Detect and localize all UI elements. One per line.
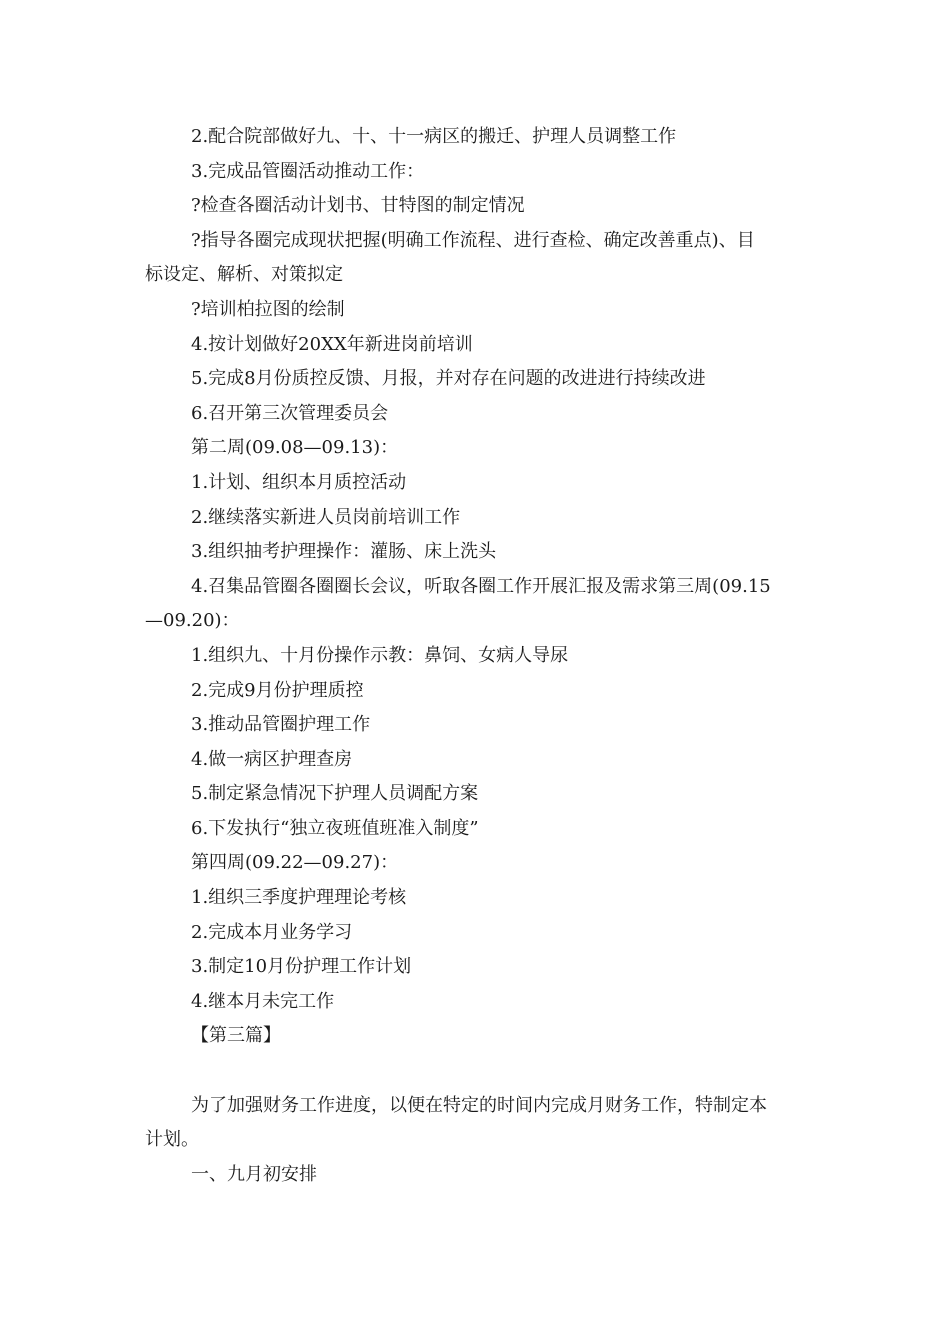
list-item: 5.制定紧急情况下护理人员调配方案 (191, 783, 479, 805)
list-item: 3.完成品管圈活动推动工作： (191, 160, 425, 182)
paragraph-continuation: 计划。 (145, 1129, 199, 1151)
section-heading-week-4: 第四周(09.22—09.27)： (191, 852, 399, 874)
document-body (145, 120, 810, 1192)
list-item: ?检查各圈活动计划书、甘特图的制定情况 (191, 195, 525, 217)
blank-line (145, 1054, 810, 1089)
list-item: 2.继续落实新进人员岗前培训工作 (191, 506, 461, 528)
list-item: 2.完成本月业务学习 (191, 921, 353, 943)
list-item: 4.召集品管圈各圈圈长会议，听取各圈工作开展汇报及需求第三周(09.15 (191, 575, 771, 597)
list-item: 4.按计划做好20XX年新进岗前培训 (191, 333, 473, 355)
list-item: 4.继本月未完工作 (191, 990, 335, 1012)
list-item: 2.完成9月份护理质控 (191, 679, 364, 701)
list-item: 3.推动品管圈护理工作 (191, 714, 371, 736)
list-item: 1.组织九、十月份操作示教：鼻饲、女病人导尿 (191, 644, 569, 666)
list-item: 1.计划、组织本月质控活动 (191, 471, 407, 493)
list-item: 2.配合院部做好九、十、十一病区的搬迁、护理人员调整工作 (191, 126, 677, 147)
list-item: 1.组织三季度护理理论考核 (191, 887, 407, 909)
list-item-continuation: —09.20)： (145, 610, 240, 632)
list-item: ?指导各圈完成现状把握(明确工作流程、进行查检、确定改善重点)、目 (191, 229, 755, 251)
section-heading: 一、九月初安排 (191, 1163, 317, 1185)
list-item-continuation: 标设定、解析、对策拟定 (145, 264, 343, 286)
list-item: ?培训柏拉图的绘制 (191, 298, 345, 320)
section-title-part-3: 【第三篇】 (191, 1025, 281, 1047)
paragraph-line: 为了加强财务工作进度，以便在特定的时间内完成月财务工作，特制定本 (191, 1094, 767, 1116)
section-heading-week-2: 第二周(09.08—09.13)： (191, 437, 399, 459)
list-item: 4.做一病区护理查房 (191, 748, 353, 770)
list-item: 6.下发执行“独立夜班值班准入制度” (191, 817, 479, 839)
list-item: 3.制定10月份护理工作计划 (191, 956, 412, 978)
list-item: 6.召开第三次管理委员会 (191, 402, 389, 424)
list-item: 5.完成8月份质控反馈、月报，并对存在问题的改进进行持续改进 (191, 368, 706, 390)
list-item: 3.组织抽考护理操作：灌肠、床上洗头 (191, 541, 497, 563)
